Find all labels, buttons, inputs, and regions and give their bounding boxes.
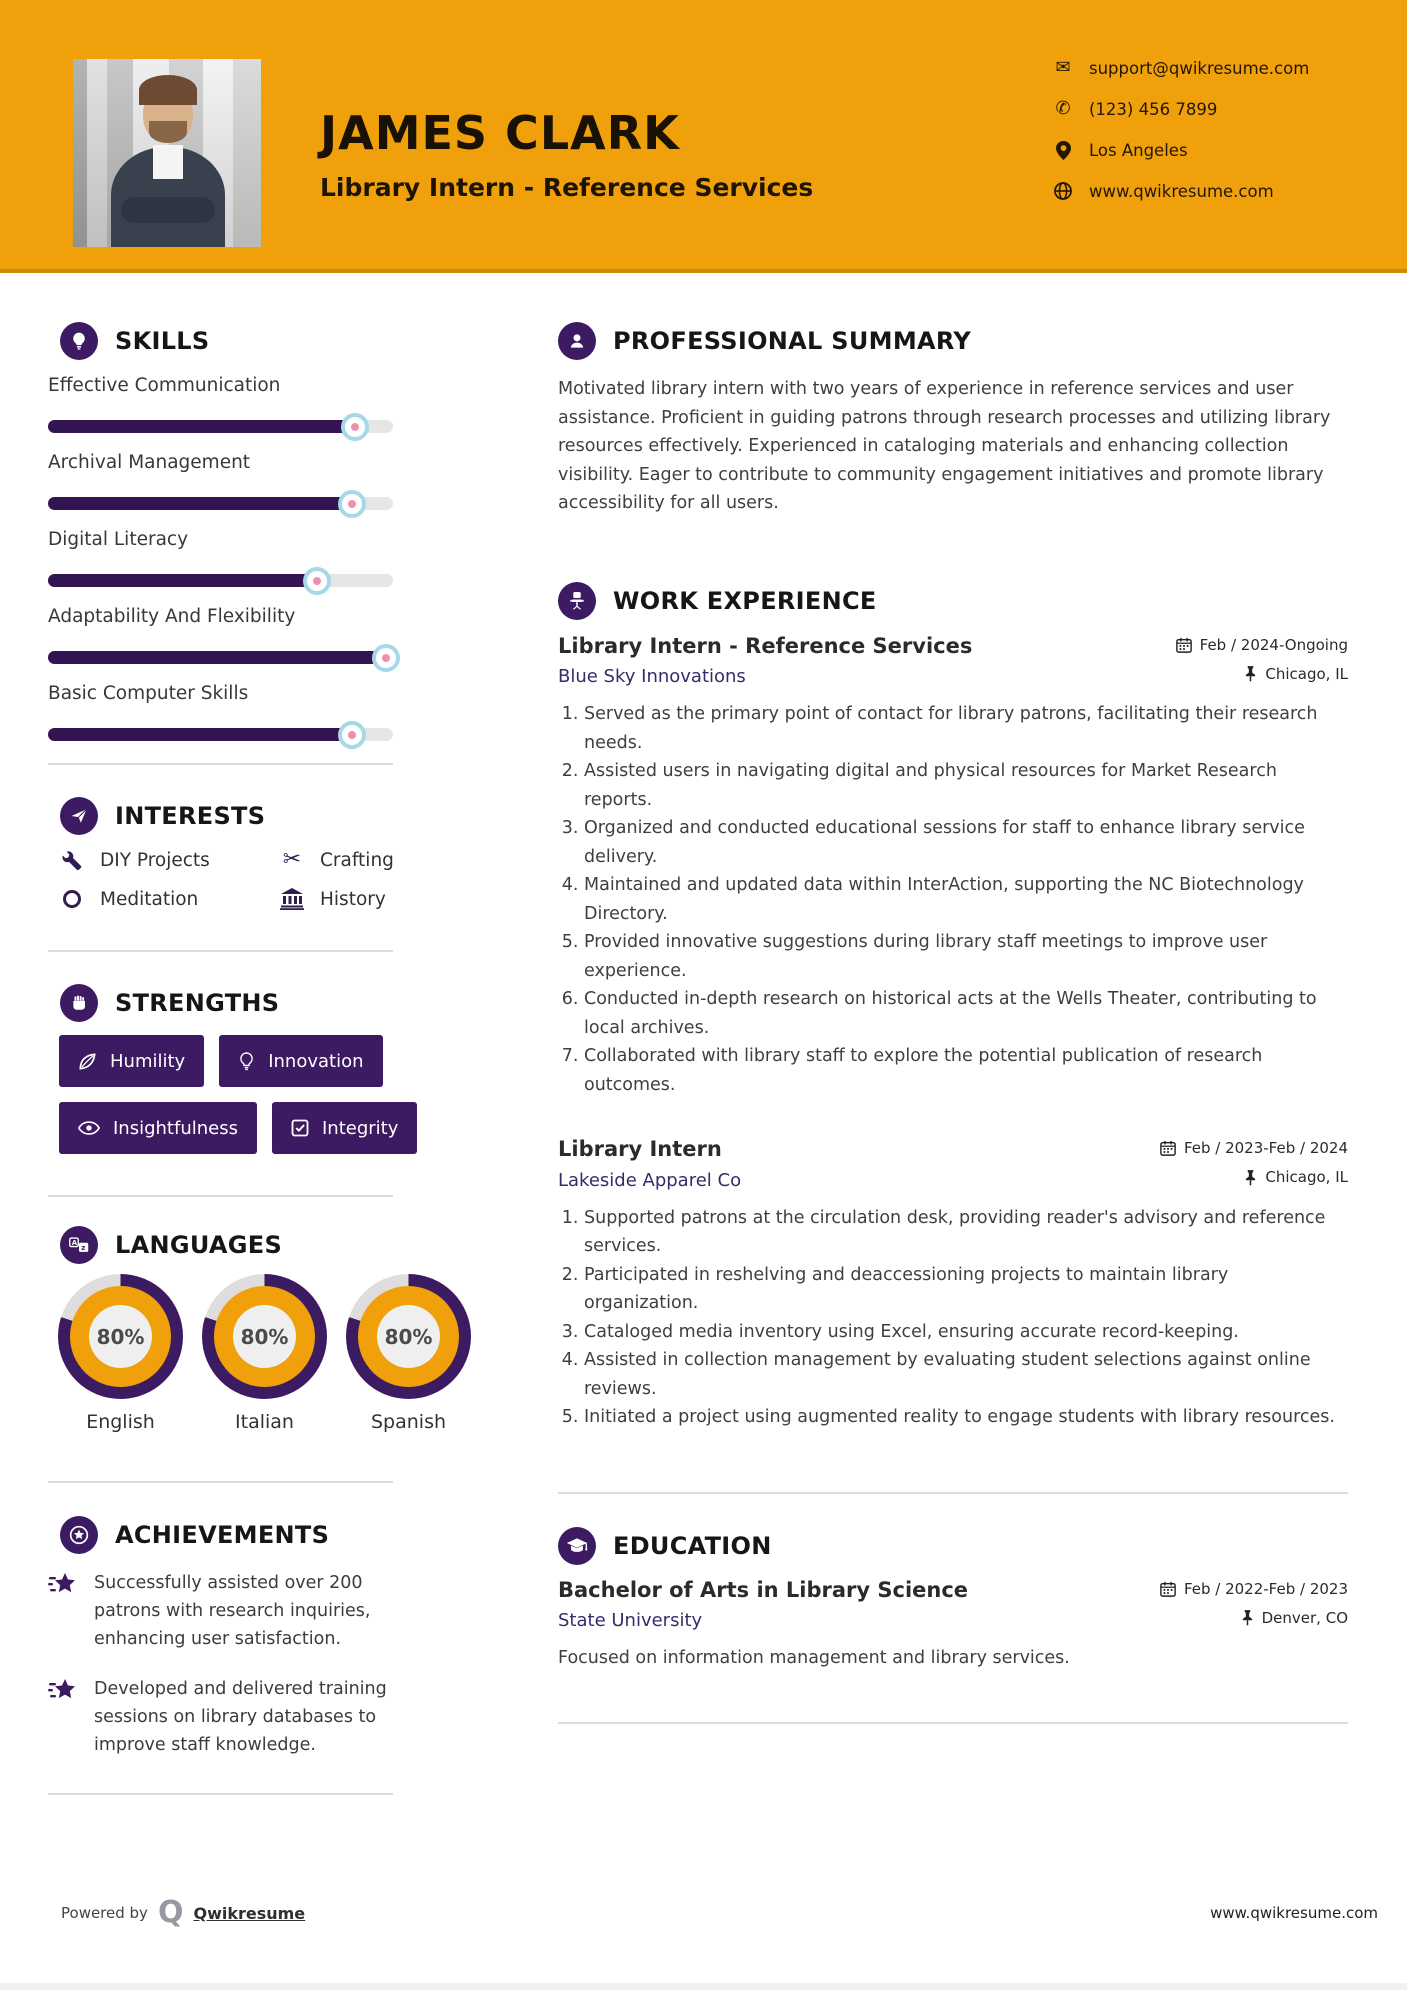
education-note: Focused on information management and library services. [558, 1648, 1070, 1668]
translate-icon [60, 1226, 98, 1264]
degree-title: Bachelor of Arts in Library Science [558, 1577, 969, 1602]
strength-badge: Humility [59, 1035, 204, 1087]
footer [0, 1895, 1407, 1930]
globe-icon [1052, 182, 1074, 200]
calendar-icon [1176, 637, 1192, 653]
education-date: Feb / 2022-Feb / 2023 [1160, 1580, 1348, 1598]
header-band [0, 0, 1407, 273]
languages-list [58, 1274, 447, 1433]
strength-badge: Insightfulness [59, 1102, 257, 1154]
pushpin-icon [1241, 1609, 1254, 1626]
skill-bar [48, 420, 393, 433]
company-name: Blue Sky Innovations [558, 666, 746, 687]
contact-block [1052, 56, 1309, 203]
phone-icon: ✆ [1055, 98, 1071, 119]
shooting-star-icon [48, 1569, 80, 1653]
job-bullet: 4. Maintained and updated data within InterAction, supporting the NC Biotechnology Directory. [584, 871, 1348, 928]
graduation-cap-icon [558, 1527, 596, 1565]
section-divider [48, 1793, 393, 1795]
job-bullet: 5. Provided innovative suggestions during library staff meetings to improve user experience. [584, 928, 1348, 985]
slider-handle[interactable] [341, 413, 369, 441]
skill-bar [48, 497, 393, 510]
job-location: Chicago, IL [1244, 1168, 1348, 1186]
company-name: Lakeside Apparel Co [558, 1169, 742, 1191]
bulb-icon [238, 1052, 255, 1071]
skill-row: Basic Computer Skills [48, 682, 393, 741]
person-icon [558, 322, 596, 360]
slider-handle[interactable] [338, 721, 366, 749]
calendar-icon [1160, 1140, 1176, 1156]
job-bullet: 2. Participated in reshelving and deaccessioning projects to maintain library organization. [584, 1261, 1348, 1318]
job-bullet: 2. Assisted users in navigating digital and physical resources for Market Research reports. [584, 757, 1348, 814]
summary-section-heading: PROFESSIONAL SUMMARY [558, 322, 1348, 360]
interests-section-heading: INTERESTS [60, 797, 393, 835]
section-divider [48, 1481, 393, 1483]
email-icon: ✉ [1055, 57, 1071, 78]
job-bullet-list [558, 700, 1348, 1099]
skill-row: Adaptability And Flexibility [48, 605, 393, 664]
circle-icon [58, 890, 86, 908]
strengths-section-heading: STRENGTHS [60, 984, 393, 1022]
achievement-item: Developed and delivered training sessions on library databases to improve staff knowledge. [48, 1675, 393, 1759]
skill-row: Effective Communication [48, 374, 393, 433]
skills-list [48, 374, 393, 741]
language-item: 80% Spanish [346, 1274, 471, 1433]
location-icon [1052, 141, 1074, 160]
check-square-icon [291, 1119, 309, 1137]
education-entry [558, 1578, 1348, 1673]
contact-email: ✉ support@qwikresume.com [1052, 56, 1309, 80]
summary-text: Motivated library intern with two years of experience in reference services and user assistance. Proficient in guiding patrons through research processes and utilizing library resources effectively. Experienced in cataloging materials and enhancing collection visibility. Eager to contribute to community engagement initiatives and promote library accessibility for all users. [558, 379, 1331, 513]
profile-photo [73, 59, 261, 247]
interest-item: History [278, 888, 394, 910]
pushpin-icon [1244, 1169, 1257, 1186]
contact-location: Los Angeles [1052, 138, 1309, 162]
language-gauge: 80% [346, 1274, 471, 1399]
qwikresume-link[interactable]: Qwikresume [193, 1903, 306, 1923]
contact-phone: ✆ (123) 456 7899 [1052, 97, 1309, 121]
qwikresume-logo-icon: Q [157, 1895, 184, 1930]
svg-text:A: A [71, 1239, 78, 1247]
achievements-list [48, 1569, 393, 1759]
pushpin-icon [1244, 665, 1257, 682]
job-bullet: 4. Assisted in collection management by evaluating student selections against online reviews. [584, 1346, 1348, 1403]
language-item: 80% Italian [202, 1274, 327, 1433]
section-divider [558, 1722, 1348, 1724]
main-content [558, 322, 1348, 1795]
skill-bar [48, 651, 393, 664]
job-date: Feb / 2024-Ongoing [1176, 636, 1348, 654]
svg-text:z: z [81, 1244, 86, 1253]
language-gauge: 80% [202, 1274, 327, 1399]
job-bullet: 5. Initiated a project using augmented reality to engage students with library resources. [584, 1403, 1348, 1432]
fist-icon [60, 984, 98, 1022]
job-entry [558, 1137, 1348, 1432]
powered-by-label: Powered by [61, 1904, 148, 1922]
skill-row: Archival Management [48, 451, 393, 510]
calendar-icon [1160, 1581, 1176, 1597]
contact-website: www.qwikresume.com [1052, 179, 1309, 203]
job-bullet: 1. Served as the primary point of contact for library patrons, facilitating their research needs. [584, 700, 1348, 757]
job-bullet: 3. Cataloged media inventory using Excel, ensuring accurate record-keeping. [584, 1318, 1348, 1347]
job-location: Chicago, IL [1244, 665, 1348, 683]
strength-badge: Innovation [219, 1035, 382, 1087]
interests-list [58, 849, 393, 910]
section-divider [48, 763, 393, 765]
skill-row: Digital Literacy [48, 528, 393, 587]
job-bullet-list [558, 1204, 1348, 1432]
office-chair-icon [558, 582, 596, 620]
job-title: Library Intern [558, 1137, 722, 1161]
job-bullet: 1. Supported patrons at the circulation desk, providing reader's advisory and reference services. [584, 1204, 1348, 1261]
interest-item: DIY Projects [58, 849, 278, 871]
language-gauge: 80% [58, 1274, 183, 1399]
person-name: JAMES CLARK [320, 106, 680, 160]
job-date: Feb / 2023-Feb / 2024 [1160, 1139, 1348, 1157]
strength-badge: Integrity [272, 1102, 417, 1154]
interest-item: Meditation [58, 888, 278, 910]
sidebar [48, 322, 447, 1795]
eye-icon [78, 1120, 100, 1136]
section-divider [48, 1195, 393, 1197]
section-divider [558, 1492, 1348, 1494]
footer-website: www.qwikresume.com [1210, 1904, 1378, 1922]
leaf-icon [78, 1052, 97, 1071]
scissors-icon: ✂ [282, 847, 302, 872]
slider-handle[interactable] [372, 644, 400, 672]
slider-handle[interactable] [338, 490, 366, 518]
section-divider [48, 950, 393, 952]
job-bullet: 6. Conducted in-depth research on historical acts at the Wells Theater, contributing to local archives. [584, 985, 1348, 1042]
wrench-icon [58, 849, 86, 871]
school-name: State University [558, 1610, 703, 1631]
slider-handle[interactable] [303, 567, 331, 595]
interest-item: ✂ Crafting [278, 849, 394, 871]
page-bottom-strip [0, 1983, 1407, 1990]
skill-bar [48, 574, 393, 587]
strengths-list [59, 1035, 479, 1154]
badge-star-icon [60, 1516, 98, 1554]
paper-plane-icon [60, 797, 98, 835]
person-job-title: Library Intern - Reference Services [320, 173, 814, 202]
job-bullet: 7. Collaborated with library staff to explore the potential publication of research outcomes. [584, 1042, 1348, 1099]
job-title: Library Intern - Reference Services [558, 633, 973, 658]
job-bullet: 3. Organized and conducted educational sessions for staff to enhance library service delivery. [584, 814, 1348, 871]
language-item: 80% English [58, 1274, 183, 1433]
lightbulb-icon [60, 322, 98, 360]
achievement-item: Successfully assisted over 200 patrons with research inquiries, enhancing user satisfaction. [48, 1569, 393, 1653]
skills-section-heading: SKILLS [60, 322, 393, 360]
shooting-star-icon [48, 1675, 80, 1759]
achievements-section-heading: ACHIEVEMENTS [60, 1516, 393, 1554]
education-location: Denver, CO [1241, 1609, 1348, 1627]
work-section-heading: WORK EXPERIENCE [558, 582, 1348, 620]
languages-section-heading: A z LANGUAGES [60, 1226, 393, 1264]
education-section-heading: EDUCATION [558, 1527, 1348, 1565]
museum-icon [278, 888, 306, 910]
skill-bar [48, 728, 393, 741]
job-entry [558, 634, 1348, 1100]
